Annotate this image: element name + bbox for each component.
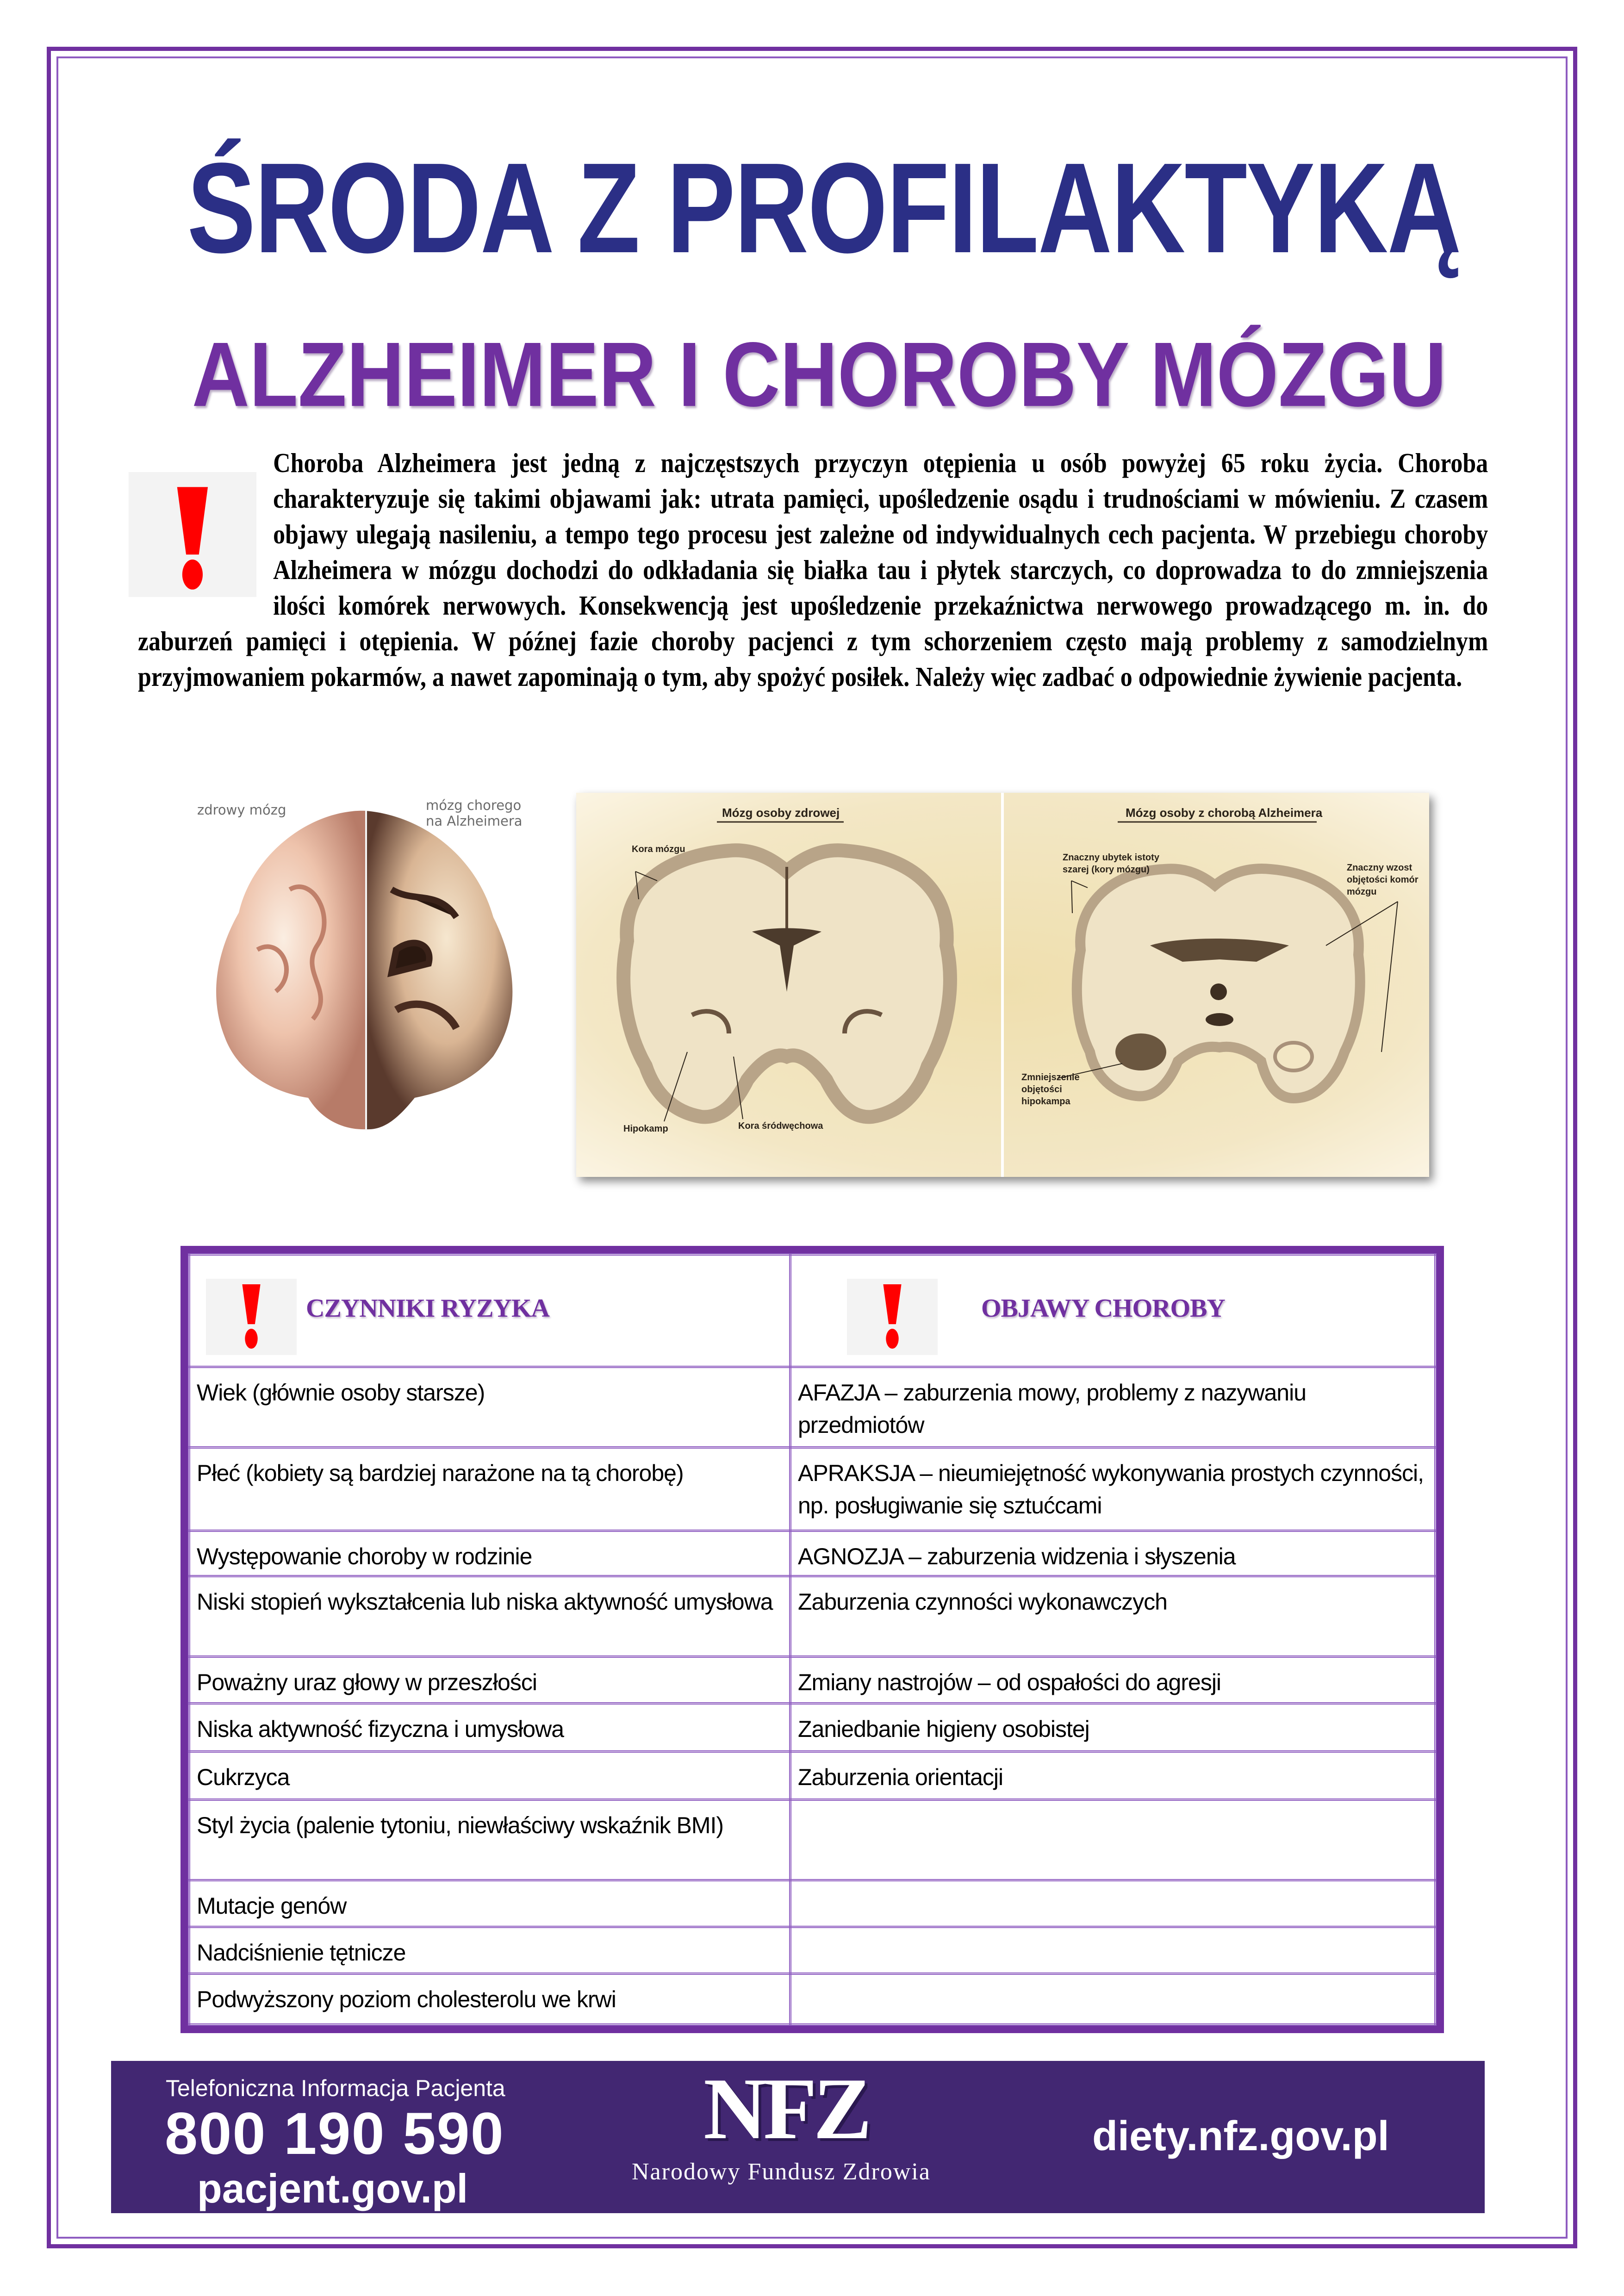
label-healthy-brain: zdrowy mózg xyxy=(197,802,286,818)
risk-factor-cell: Występowanie choroby w rodzinie xyxy=(189,1531,790,1576)
risk-factor-cell: Nadciśnienie tętnicze xyxy=(189,1927,790,1974)
brain-section-diagram xyxy=(576,793,1429,1177)
table-row xyxy=(189,1974,1436,2025)
intro-paragraph-block xyxy=(138,445,1488,695)
risk-factor-cell: Mutacje genów xyxy=(189,1880,790,1927)
symptom-cell xyxy=(790,1927,1436,1974)
nfz-logo: NFZ xyxy=(703,2060,868,2158)
label-hipo-line1: Zmniejszenie xyxy=(1021,1072,1080,1083)
diet-website-link[interactable]: diety.nfz.gov.pl xyxy=(1092,2113,1389,2159)
risk-factor-cell: Wiek (głównie osoby starsze) xyxy=(189,1367,790,1448)
label-wzrost-line2: objętości komór xyxy=(1347,875,1419,885)
label-ubytek-line2: szarej (kory mózgu) xyxy=(1063,865,1150,875)
risk-factor-cell: Styl życia (palenie tytoniu, niewłaściwy wskaźnik BMI) xyxy=(189,1800,790,1880)
exclamation-icon xyxy=(847,1279,938,1355)
exclamation-icon xyxy=(129,472,256,597)
risk-factor-cell: Płeć (kobiety są bardziej narażone na tą chorobę) xyxy=(189,1448,790,1531)
label-kora-srodwechowa: Kora śródwęchowa xyxy=(738,1121,823,1131)
diagram-title-healthy: Mózg osoby zdrowej xyxy=(722,806,840,820)
table-row xyxy=(189,1752,1436,1800)
risk-symptom-table xyxy=(180,1246,1444,2033)
label-sick-brain-line1: mózg chorego xyxy=(426,797,522,813)
table-row xyxy=(189,1657,1436,1704)
symptom-cell: Zaniedbanie higieny osobistej xyxy=(790,1704,1436,1752)
table-row xyxy=(189,1531,1436,1576)
header-symptoms-label: OBJAWY CHOROBY xyxy=(981,1294,1225,1323)
symptom-cell: Zmiany nastrojów – od ospałości do agresji xyxy=(790,1657,1436,1704)
symptom-cell xyxy=(790,1800,1436,1880)
risk-factor-cell: Poważny uraz głowy w przeszłości xyxy=(189,1657,790,1704)
brain-comparison-photo xyxy=(197,797,530,1135)
symptom-cell xyxy=(790,1974,1436,2025)
risk-factor-cell: Niska aktywność fizyczna i umysłowa xyxy=(189,1704,790,1752)
label-ubytek-line1: Znaczny ubytek istoty xyxy=(1063,852,1159,863)
campaign-title: ŚRODA Z PROFILAKTYKĄ xyxy=(187,137,1461,280)
table-row xyxy=(189,1800,1436,1880)
diagram-title-sick: Mózg osoby z chorobą Alzheimera xyxy=(1126,806,1323,820)
nfz-org-name: Narodowy Fundusz Zdrowia xyxy=(632,2159,931,2185)
label-hipokamp: Hipokamp xyxy=(623,1124,668,1134)
header-risk-factors xyxy=(189,1255,790,1367)
exclamation-icon xyxy=(206,1279,297,1355)
symptom-cell: AFAZJA – zaburzenia mowy, problemy z nazywaniu przedmiotów xyxy=(790,1367,1436,1448)
table-row xyxy=(189,1880,1436,1927)
label-wzrost-line3: mózgu xyxy=(1347,887,1377,897)
label-wzrost-line1: Znaczny wzost xyxy=(1347,863,1412,873)
symptom-cell xyxy=(790,1880,1436,1927)
patient-hotline-label: Telefoniczna Informacja Pacjenta xyxy=(166,2075,505,2101)
table-row xyxy=(189,1576,1436,1657)
symptom-cell: Zaburzenia orientacji xyxy=(790,1752,1436,1800)
brain-photo-illustration xyxy=(197,797,530,1135)
label-hipo-line2: objętości xyxy=(1021,1084,1062,1095)
patient-hotline-number: 800 190 590 xyxy=(165,2101,504,2167)
table-row xyxy=(189,1367,1436,1448)
symptom-cell: APRAKSJA – nieumiejętność wykonywania prostych czynności, np. posługiwanie się sztućcami xyxy=(790,1448,1436,1531)
patient-website-link[interactable]: pacjent.gov.pl xyxy=(197,2165,468,2211)
header-symptoms xyxy=(790,1255,1436,1367)
header-risk-factors-label: CZYNNIKI RYZYKA xyxy=(306,1294,549,1323)
intro-text: Choroba Alzheimera jest jedną z najczęstszych przyczyn otępienia u osób powyżej 65 roku życia. Choroba charakteryzuje się takimi objawami jak: utrata pamięci, upośledzenie osądu i trudnościami w mówieniu. Z czasem objawy ulegają nasileniu, a tempo tego procesu jest zależne od indywidualnych cech pacjenta. W przebiegu choroby Alzheimera w mózgu dochodzi do odkładania się białka tau i płytek starczych, co doprowadza to do zmniejszenia ilości komórek nerwowych. Konsekwencją jest upośledzenie przekaźnictwa nerwowego prowadzącego m. in. do zaburzeń pamięci i otępienia. W późnej fazie choroby pacjenci z tym schorzeniem często mają problemy z samodzielnym przyjmowaniem pokarmów, a nawet zapominają o tym, aby spożyć posiłek. Należy więc zadbać o odpowiednie żywienie pacjenta. xyxy=(138,448,1488,692)
brain-section-illustration xyxy=(576,793,1429,1177)
risk-factor-cell: Niski stopień wykształcenia lub niska aktywność umysłowa xyxy=(189,1576,790,1657)
risk-factor-cell: Cukrzyca xyxy=(189,1752,790,1800)
table-row xyxy=(189,1927,1436,1974)
label-hipo-line3: hipokampa xyxy=(1021,1096,1070,1107)
symptom-cell: AGNOZJA – zaburzenia widzenia i słyszenia xyxy=(790,1531,1436,1576)
nfz-footer-banner xyxy=(111,2061,1485,2213)
label-sick-brain-line2: na Alzheimera xyxy=(426,813,523,829)
table-row xyxy=(189,1448,1436,1531)
risk-factor-cell: Podwyższony poziom cholesterolu we krwi xyxy=(189,1974,790,2025)
page-title: ALZHEIMER I CHOROBY MÓZGU xyxy=(192,323,1447,426)
label-kora-mozgu: Kora mózgu xyxy=(632,844,685,854)
symptom-cell: Zaburzenia czynności wykonawczych xyxy=(790,1576,1436,1657)
table-header-row xyxy=(189,1255,1436,1367)
table-row xyxy=(189,1704,1436,1752)
